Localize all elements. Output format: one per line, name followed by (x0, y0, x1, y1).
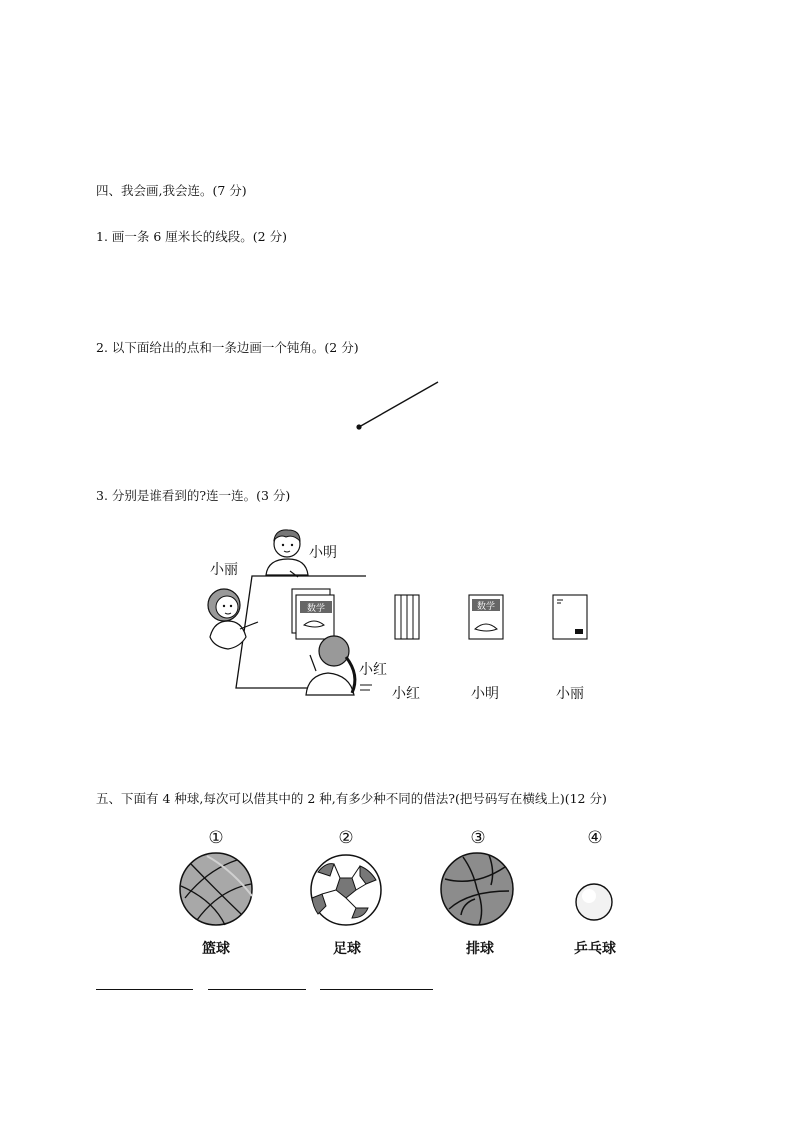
view-label-2: 小明 (471, 686, 499, 702)
view-option-front-cover (467, 593, 507, 643)
view-label-3: 小丽 (556, 686, 584, 702)
ball-number-1: ① (208, 828, 224, 848)
ball-name-3: 排球 (466, 941, 494, 957)
soccer-ball-icon (308, 852, 388, 932)
scene-label-xiaoli: 小丽 (210, 562, 238, 578)
book-cover-text: 数学 (306, 604, 326, 614)
obtuse-angle-ray-figure (340, 372, 460, 442)
scene-label-xiaoming: 小明 (309, 545, 337, 561)
xiaoli-figure (208, 589, 258, 649)
answer-blank-2[interactable] (208, 989, 306, 990)
math-book (292, 589, 334, 639)
view-option-spine (393, 593, 423, 643)
question-4-1: 1. 画一条 6 厘米长的线段。(2 分) (96, 229, 287, 244)
table-scene-illustration (200, 525, 400, 705)
ball-name-4: 乒乓球 (574, 941, 616, 957)
given-vertex-point (356, 424, 361, 429)
scene-label-xiaohong: 小红 (359, 662, 387, 678)
xiaohong-pointer-marks (360, 685, 372, 690)
ball-number-2: ② (338, 828, 354, 848)
answer-blank-3[interactable] (320, 989, 433, 990)
given-ray (359, 382, 438, 427)
ball-name-2: 足球 (333, 941, 361, 957)
ball-name-1: 篮球 (202, 941, 230, 957)
view-option-back-cover (551, 593, 591, 643)
section-5-heading: 五、下面有 4 种球,每次可以借其中的 2 种,有多少种不同的借法?(把号码写在横线上)(12 分) (96, 791, 607, 806)
answer-blank-1[interactable] (96, 989, 193, 990)
ping-pong-ball-icon (572, 880, 616, 924)
view-cover-text: 数学 (476, 602, 496, 612)
question-4-2: 2. 以下面给出的点和一条边画一个钝角。(2 分) (96, 340, 359, 355)
ball-number-4: ④ (587, 828, 603, 848)
basketball-icon (177, 850, 257, 930)
xiaohong-figure (306, 636, 355, 695)
view-label-1: 小红 (392, 686, 420, 702)
volleyball-icon (439, 851, 519, 931)
question-4-3: 3. 分别是谁看到的?连一连。(3 分) (96, 488, 291, 503)
section-4-heading: 四、我会画,我会连。(7 分) (96, 183, 247, 198)
ball-number-3: ③ (470, 828, 486, 848)
xiaoming-figure (266, 530, 308, 577)
